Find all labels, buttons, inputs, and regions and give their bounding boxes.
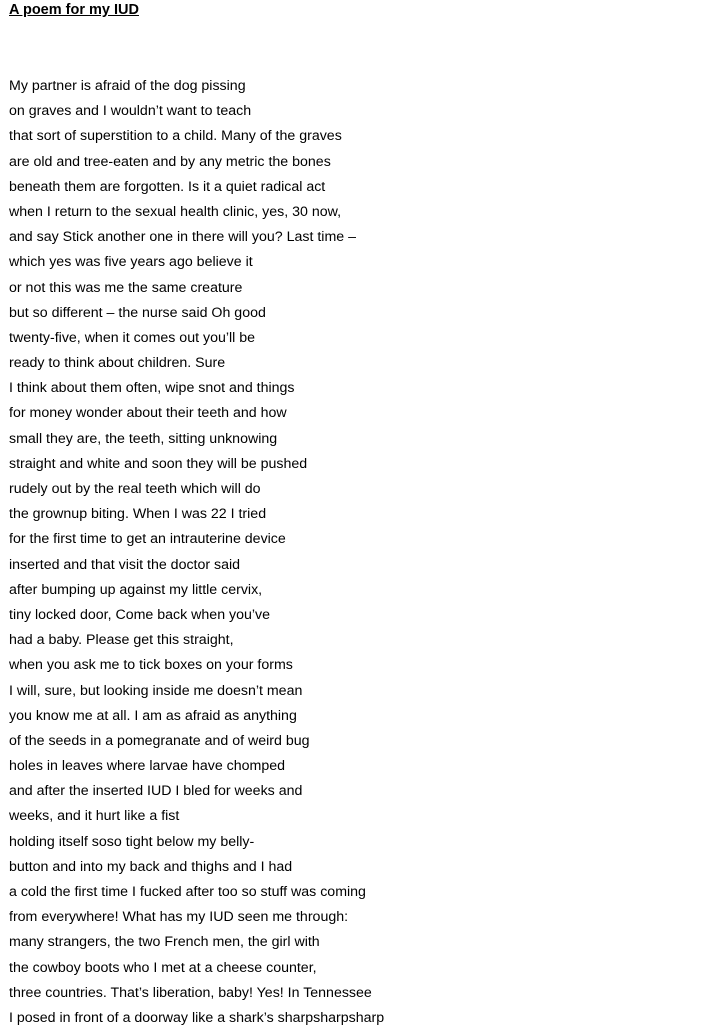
poem-line: I will, sure, but looking inside me doesn’t mean	[9, 682, 303, 699]
poem-line: inserted and that visit the doctor said	[9, 556, 241, 573]
poem-line: and say Stick another one in there will you? Last time –	[9, 229, 356, 246]
poem-line: ready to think about children. Sure	[9, 355, 226, 372]
poem-line: that sort of superstition to a child. Many of the graves	[9, 128, 342, 145]
poem-line: a cold the first time I fucked after too so stuff was coming	[9, 884, 366, 900]
poem-line: holding itself soso tight below my belly-	[9, 833, 255, 850]
poem-line: after bumping up against my little cervix,	[9, 581, 263, 598]
poem-line: for money wonder about their teeth and how	[9, 405, 287, 422]
poem-line: you know me at all. I am as afraid as anything	[9, 707, 297, 724]
poem-line: or not this was me the same creature	[9, 279, 243, 296]
poem-line: when you ask me to tick boxes on your forms	[9, 657, 293, 674]
poem-line: My partner is afraid of the dog pissing	[9, 78, 246, 94]
poem-line: holes in leaves where larvae have chomped	[9, 758, 286, 775]
poem-line: but so different – the nurse said Oh good	[9, 304, 266, 321]
poem-line: are old and tree-eaten and by any metric the bones	[9, 153, 331, 170]
poem-line: twenty-five, when it comes out you’ll be	[9, 329, 256, 346]
poem-line: rudely out by the real teeth which will do	[9, 481, 261, 497]
poem-line: which yes was five years ago believe it	[9, 254, 253, 271]
poem-line: many strangers, the two French men, the girl with	[9, 934, 320, 951]
poem-line: and after the inserted IUD I bled for weeks and	[9, 783, 303, 800]
poem-line: tiny locked door, Come back when you’ve	[9, 606, 271, 623]
poem-line: on graves and I wouldn’t want to teach	[9, 103, 252, 120]
poem-title: A poem for my IUD	[9, 2, 139, 18]
poem-line: I think about them often, wipe snot and things	[9, 380, 295, 397]
poem-line: weeks, and it hurt like a fist	[9, 808, 180, 825]
poem-line: small they are, the teeth, sitting unknowing	[9, 430, 278, 447]
poem-line: had a baby. Please get this straight,	[9, 632, 234, 649]
poem-line: for the first time to get an intrauterine device	[9, 531, 286, 548]
poem-line: of the seeds in a pomegranate and of weird bug	[9, 732, 310, 749]
poem-line: three countries. That’s liberation, baby! Yes! In Tennessee	[9, 984, 372, 1001]
poem-line: from everywhere! What has my IUD seen me through:	[9, 909, 349, 926]
poem-line: the grownup biting. When I was 22 I tried	[9, 506, 267, 523]
poem-body	[9, 74, 384, 1031]
poem-line: beneath them are forgotten. Is it a quiet radical act	[9, 178, 326, 195]
poem-line: when I return to the sexual health clinic, yes, 30 now,	[9, 203, 342, 220]
poem-line: straight and white and soon they will be pushed	[9, 455, 308, 472]
poem-line: button and into my back and thighs and I had	[9, 858, 293, 875]
poem-line: I posed in front of a doorway like a shark’s sharpsharpsharp	[9, 1009, 385, 1026]
poem-line: the cowboy boots who I met at a cheese counter,	[9, 959, 317, 976]
